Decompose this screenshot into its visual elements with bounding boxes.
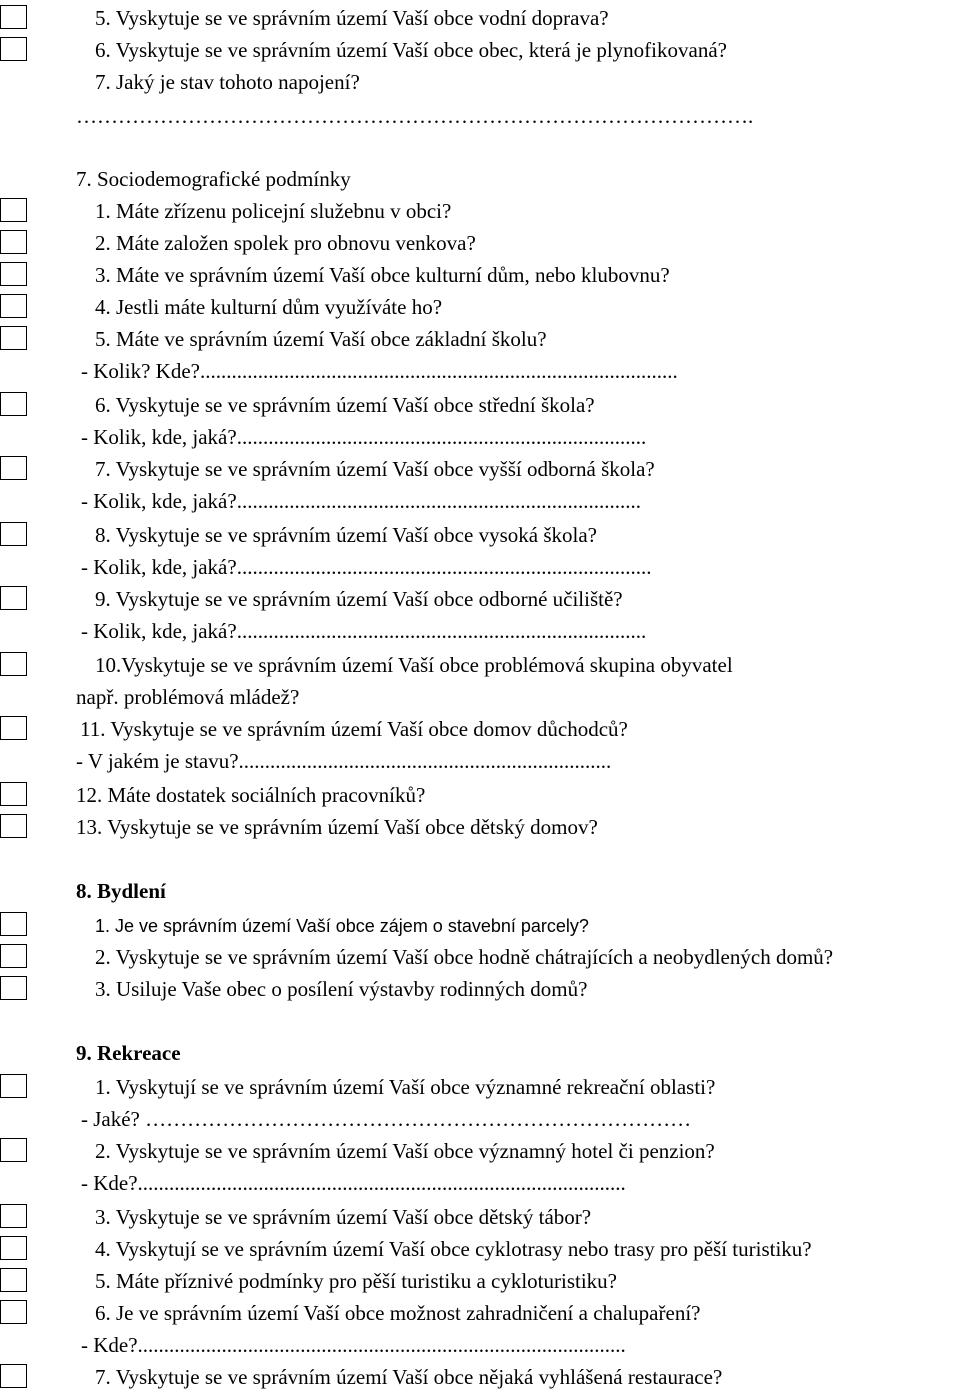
answer-line: - Kolik, kde, jaká?............................................................................... (81, 555, 652, 579)
checkbox[interactable] (0, 1300, 27, 1324)
checkbox[interactable] (0, 1268, 27, 1292)
checkbox[interactable] (0, 814, 27, 838)
checkbox[interactable] (0, 37, 27, 61)
checkbox[interactable] (0, 392, 27, 416)
question-text: 3. Máte ve správním území Vaší obce kulturní dům, nebo klubovnu? (95, 263, 670, 287)
question-text: 7. Vyskytuje se ve správním území Vaší obce nějaká vyhlášená restaurace? (95, 1365, 723, 1389)
checkbox[interactable] (0, 1074, 27, 1098)
checkbox[interactable] (0, 198, 27, 222)
answer-line: - Kolik, kde, jaká?.............................................................................. (81, 619, 647, 643)
checkbox[interactable] (0, 1138, 27, 1162)
question-text: 5. Máte ve správním území Vaší obce základní školu? (95, 327, 547, 351)
question-text: 2. Máte založen spolek pro obnovu venkova? (95, 231, 476, 255)
question-text: 1. Je ve správním území Vaší obce zájem o stavební parcely? (95, 916, 589, 936)
question-text: 5. Máte příznivé podmínky pro pěší turistiku a cykloturistiku? (95, 1269, 617, 1293)
checkbox[interactable] (0, 1236, 27, 1260)
checkbox[interactable] (0, 976, 27, 1000)
checkbox[interactable] (0, 1204, 27, 1228)
checkbox[interactable] (0, 944, 27, 968)
checkbox[interactable] (0, 262, 27, 286)
answer-line: - Jaké? …………………………………………………………………… (81, 1107, 692, 1131)
checkbox[interactable] (0, 1364, 27, 1388)
question-text: 6. Vyskytuje se ve správním území Vaší obce střední škola? (95, 393, 595, 417)
checkbox[interactable] (0, 652, 27, 676)
question-text: 7. Vyskytuje se ve správním území Vaší obce vyšší odborná škola? (95, 457, 655, 481)
question-text: 1. Máte zřízenu policejní služebnu v obci? (95, 199, 452, 223)
question-text: 13. Vyskytuje se ve správním území Vaší obce dětský domov? (76, 815, 598, 839)
question-text: např. problémová mládež? (76, 685, 300, 709)
checkbox[interactable] (0, 5, 27, 29)
question-text: 1. Vyskytují se ve správním území Vaší obce významné rekreační oblasti? (95, 1075, 716, 1099)
question-text: 4. Vyskytují se ve správním území Vaší obce cyklotrasy nebo trasy pro pěší turistiku? (95, 1237, 812, 1261)
question-text: 2. Vyskytuje se ve správním území Vaší obce hodně chátrajících a neobydlených domů? (95, 945, 834, 969)
checkbox[interactable] (0, 782, 27, 806)
question-text: 5. Vyskytuje se ve správním území Vaší obce vodní doprava? (95, 6, 609, 30)
checkbox[interactable] (0, 230, 27, 254)
answer-line: - Kolik? Kde?........................................................................................... (81, 359, 678, 383)
answer-line: ……………………………………………………………………………………. (76, 104, 754, 128)
question-text: 3. Vyskytuje se ve správním území Vaší obce dětský tábor? (95, 1205, 592, 1229)
question-text: 7. Jaký je stav tohoto napojení? (95, 70, 360, 94)
question-text: 2. Vyskytuje se ve správním území Vaší obce významný hotel či penzion? (95, 1139, 715, 1163)
question-text: 10.Vyskytuje se ve správním území Vaší obce problémová skupina obyvatel (95, 653, 733, 677)
question-text: 11. Vyskytuje se ve správním území Vaší obce domov důchodců? (80, 717, 628, 741)
answer-line: - Kde?............................................................................................. (81, 1333, 626, 1357)
question-text: 6. Je ve správním území Vaší obce možnost zahradničení a chalupaření? (95, 1301, 701, 1325)
question-text: 12. Máte dostatek sociálních pracovníků? (76, 783, 426, 807)
question-text: 4. Jestli máte kulturní dům využíváte ho? (95, 295, 443, 319)
question-text: 3. Usiluje Vaše obec o posílení výstavby rodinných domů? (95, 977, 588, 1001)
answer-line: - Kde?............................................................................................. (81, 1171, 626, 1195)
answer-line: - Kolik, kde, jaká?............................................................................. (81, 489, 641, 513)
checkbox[interactable] (0, 716, 27, 740)
section-heading: 7. Sociodemografické podmínky (76, 167, 351, 191)
question-text: 6. Vyskytuje se ve správním území Vaší obce obec, která je plynofikovaná? (95, 38, 727, 62)
checkbox[interactable] (0, 522, 27, 546)
answer-line: - Kolik, kde, jaká?.............................................................................. (81, 425, 647, 449)
checkbox[interactable] (0, 586, 27, 610)
section-heading: 9. Rekreace (76, 1041, 181, 1065)
checkbox[interactable] (0, 456, 27, 480)
checkbox[interactable] (0, 326, 27, 350)
checkbox[interactable] (0, 912, 27, 936)
section-heading: 8. Bydlení (76, 879, 166, 903)
answer-line: - V jakém je stavu?....................................................................... (76, 749, 612, 773)
checkbox[interactable] (0, 294, 27, 318)
question-text: 8. Vyskytuje se ve správním území Vaší obce vysoká škola? (95, 523, 597, 547)
question-text: 9. Vyskytuje se ve správním území Vaší obce odborné učiliště? (95, 587, 623, 611)
